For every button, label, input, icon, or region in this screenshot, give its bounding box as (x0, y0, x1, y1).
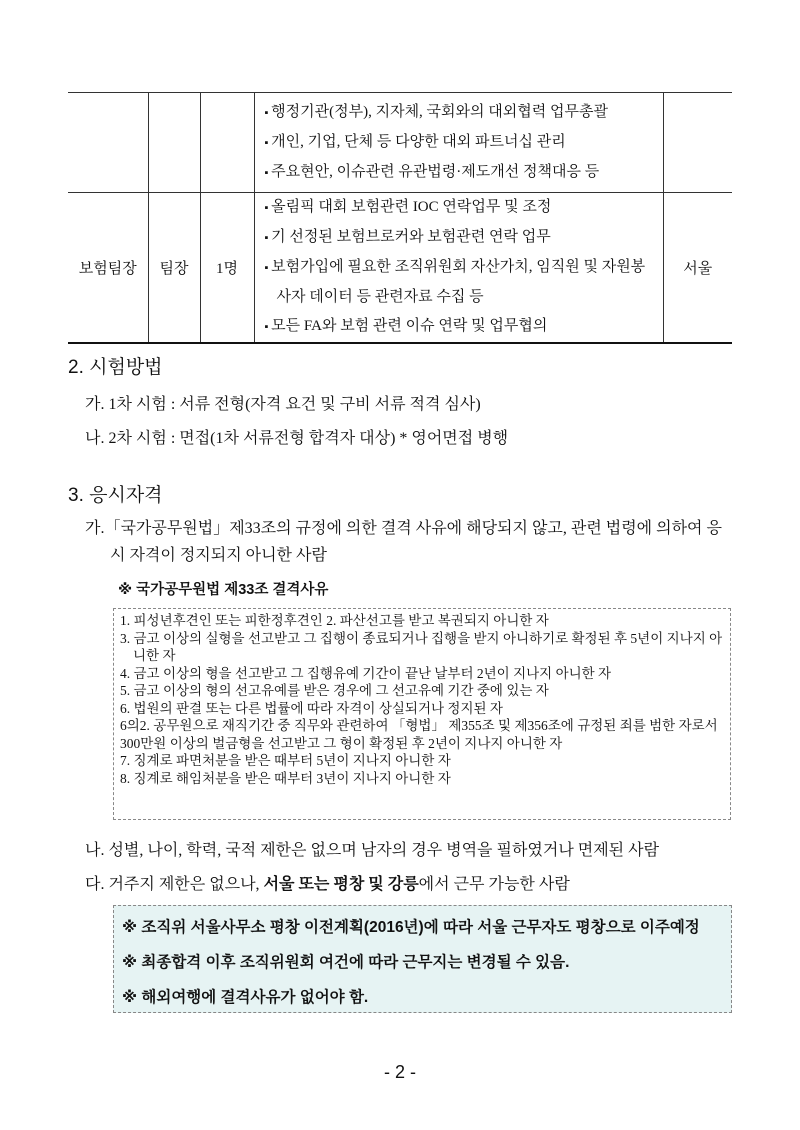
count-cell (200, 93, 254, 193)
location-cell: 서울 (663, 193, 732, 344)
count-cell: 1명 (200, 193, 254, 344)
notice-item: ※ 해외여행에 결격사유가 없어야 함. (122, 989, 369, 1006)
law-item: 6의2. 공무원으로 재직기간 중 직무와 관련하여 「형법」 제355조 및 제356조에 규정된 죄를 범한 자로서 300만원 이상의 벌금형을 선고받고 그 형이 확정된 후 2년이 지나지 아니한 자 (120, 718, 718, 751)
law-item: 6. 법원의 판결 또는 다른 법률에 따라 자격이 상실되거나 정지된 자 (120, 700, 503, 716)
table-row (68, 93, 732, 193)
job-duty-table (68, 92, 732, 344)
law-item: 8. 징계로 해임처분을 받은 때부터 3년이 지나지 아니한 자 (120, 770, 451, 786)
notice-item: ※ 최종합격 이후 조직위원회 여건에 따라 근무지는 변경될 수 있음. (122, 954, 570, 971)
qualification-c (85, 871, 570, 894)
location-cell (663, 93, 732, 193)
duties-cell (254, 93, 663, 193)
duty-item: ▪ 개인, 기업, 단체 등 다양한 대외 파트너십 관리 (265, 128, 657, 158)
duties-cell (254, 193, 663, 344)
duty-item: ▪ 보험가입에 필요한 조직위원회 자산가치, 임직원 및 자원봉사자 데이터 등 관련자료 수집 등 (265, 253, 657, 312)
law-item: 4. 금고 이상의 형을 선고받고 그 집행유예 기간이 끝난 날부터 2년이 지나지 아니한 자 (120, 665, 612, 681)
duty-item: ▪ 모든 FA와 보험 관련 이슈 연락 및 업무협의 (265, 312, 657, 342)
law-item: 7. 징계로 파면처분을 받은 때부터 5년이 지나지 아니한 자 (120, 753, 451, 768)
position-cell (68, 93, 148, 193)
section-2-title: 2. 시험방법 (68, 357, 163, 378)
law-item: 5. 금고 이상의 형의 선고유예를 받은 경우에 그 선고유예 기간 중에 있는 자 (120, 683, 549, 698)
duty-item: ▪ 기 선정된 보험브로커와 보험관련 연락 업무 (265, 223, 657, 253)
law-box-title: ※ 국가공무원법 제33조 결격사유 (118, 582, 329, 598)
duty-item: ▪ 올림픽 대회 보험관련 IOC 연락업무 및 조정 (265, 193, 657, 223)
section-3-title: 3. 응시자격 (68, 485, 163, 506)
duty-item: ▪ 주요현안, 이슈관련 유관법령·제도개선 정책대응 등 (265, 158, 657, 188)
table-row (68, 193, 732, 344)
disqualification-list-box (113, 608, 731, 820)
qualification-b: 나. 성별, 나이, 학력, 국적 제한은 없으며 남자의 경우 병역을 필하였거나 면제된 사람 (85, 842, 660, 859)
law-item: 3. 금고 이상의 실형을 선고받고 그 집행이 종료되거나 집행을 받지 아니하기로 확정된 후 5년이 지나지 아니한 자 (120, 630, 723, 663)
notice-item: ※ 조직위 서울사무소 평창 이전계획(2016년)에 따라 서울 근무자도 평창으로 이주예정 (122, 919, 700, 936)
qualification-c-text: 에서 근무 가능한 사람 (418, 876, 570, 893)
duty-item: ▪ 행정기관(정부), 지자체, 국회와의 대외협력 업무총괄 (265, 98, 657, 128)
qualification-c-text: 다. 거주지 제한은 없으나, (85, 876, 264, 893)
position-cell: 보험팀장 (68, 193, 148, 344)
qualification-a: 가.「국가공무원법」제33조의 규정에 의한 결격 사유에 해당되지 않고, 관련 법령에 의하여 응시 자격이 정지되지 아니한 사람 (85, 520, 722, 564)
rank-cell (148, 93, 200, 193)
page-number: - 2 - (383, 1062, 416, 1082)
exam-step-1: 가. 1차 시험 : 서류 전형(자격 요건 및 구비 서류 적격 심사) (85, 396, 481, 413)
work-locations: 서울 또는 평창 및 강릉 (263, 876, 419, 893)
law-item: 1. 피성년후견인 또는 피한정후견인 2. 파산선고를 받고 복권되지 아니한 자 (120, 613, 549, 628)
exam-step-2: 나. 2차 시험 : 면접(1차 서류전형 합격자 대상) * 영어면접 병행 (85, 430, 509, 447)
notice-box (113, 905, 732, 1013)
rank-cell: 팀장 (148, 193, 200, 344)
